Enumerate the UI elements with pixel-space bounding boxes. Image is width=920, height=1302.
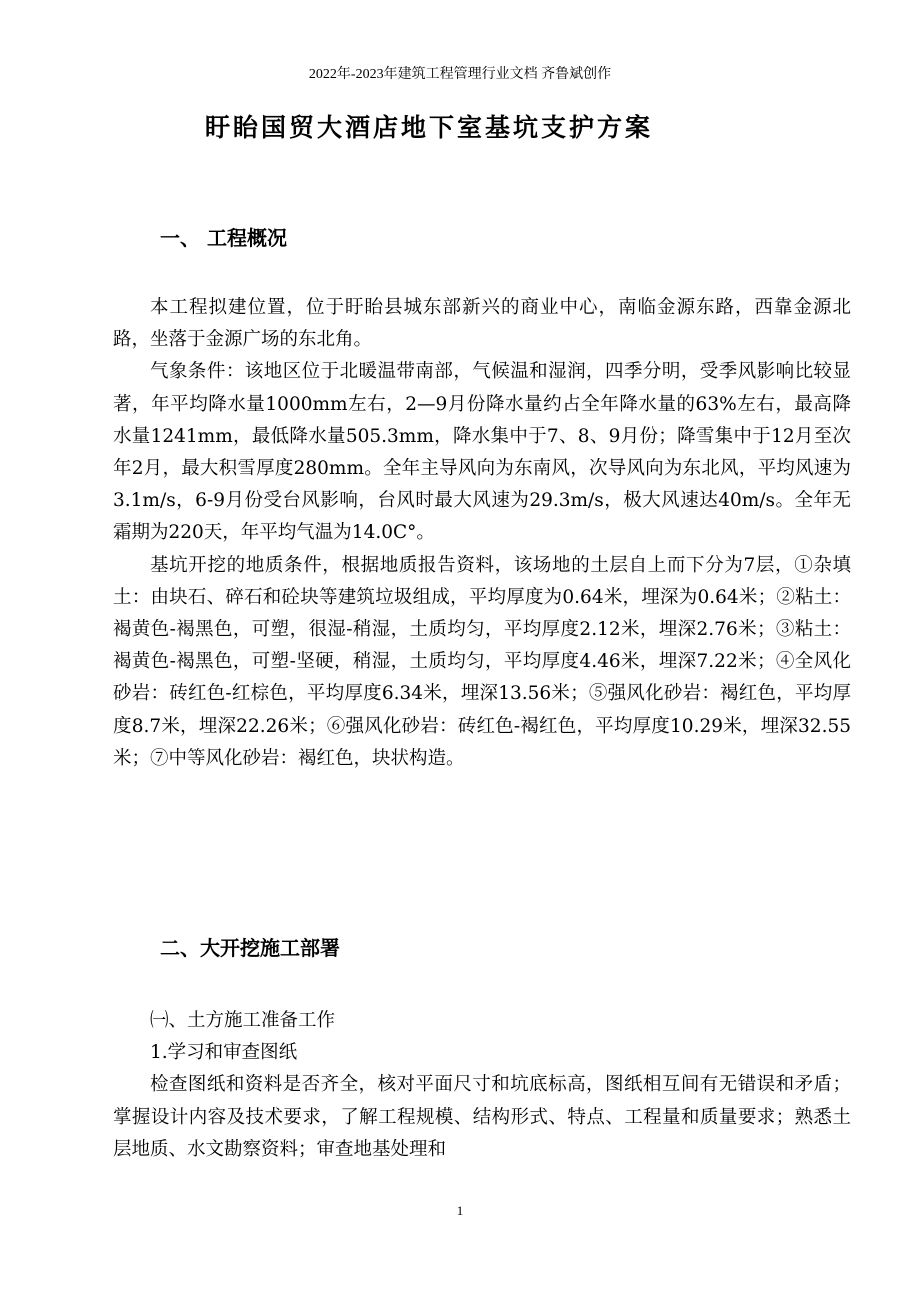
page-number: 1 xyxy=(456,1203,464,1218)
document-title: 盱眙国贸大酒店地下室基坑支护方案 xyxy=(205,113,654,142)
subheading-earthwork-preparation: ㈠、土方施工准备工作 xyxy=(150,1010,336,1031)
paragraph-geology: 基坑开挖的地质条件，根据地质报告资料，该场地的土层自上而下分为7层，①杂填土：由块石、碎石和砼块等建筑垃圾组成，平均厚度为0.64米，埋深为0.64米；②粘土：褐黄色-褐黑色，可塑，很湿-稍湿，土质均匀，平均厚度2.12米，埋深2.76米；③粘土：褐黄色-褐黑色，可塑-坚硬，稍湿，土质均匀，平均厚度4.46米，埋深7.22米；④全风化砂岩：砖红色-红棕色，平均厚度6.34米，埋深13.56米；⑤强风化砂岩：褐红色，平均厚度8.7米，埋深22.26米；⑥强风化砂岩：砖红色-褐红色，平均厚度10.29米，埋深32.55米；⑦中等风化砂岩：褐红色，块状构造。 xyxy=(113,554,851,769)
section-heading-project-overview: 一、 工程概况 xyxy=(160,226,287,250)
section-heading-excavation-deployment: 二、大开挖施工部署 xyxy=(160,936,340,960)
section-body-excavation-deployment xyxy=(113,1005,851,1166)
paragraph-review-drawings: 检查图纸和资料是否齐全，核对平面尺寸和坑底标高，图纸相互间有无错误和矛盾；掌握设计内容及技术要求，了解工程规模、结构形式、特点、工程量和质量要求；熟悉土层地质、水文勘察资料；审查地基处理和 xyxy=(113,1074,851,1160)
item-title-review-drawings: 1.学习和审查图纸 xyxy=(150,1042,298,1064)
section-body-project-overview xyxy=(113,292,851,775)
paragraph-location: 本工程拟建位置，位于盱眙县城东部新兴的商业中心，南临金源东路，西靠金源北路，坐落于金源广场的东北角。 xyxy=(113,297,851,351)
page-header: 2022年-2023年建筑工程管理行业文档 齐鲁斌创作 xyxy=(308,67,612,82)
paragraph-climate: 气象条件：该地区位于北暖温带南部，气候温和湿润，四季分明，受季风影响比较显著，年平均降水量1000mm左右，2—9月份降水量约占全年降水量的63%左右，最高降水量1241mm，最低降水量505.3mm，降水集中于7、8、9月份；降雪集中于12月至次年2月，最大积雪厚度280mm。全年主导风向为东南风，次导风向为东北风，平均风速为3.1m/s，6-9月份受台风影响，台风时最大风速为29.3m/s，极大风速达40m/s。全年无霜期为220天，年平均气温为14.0C°。 xyxy=(113,361,851,544)
